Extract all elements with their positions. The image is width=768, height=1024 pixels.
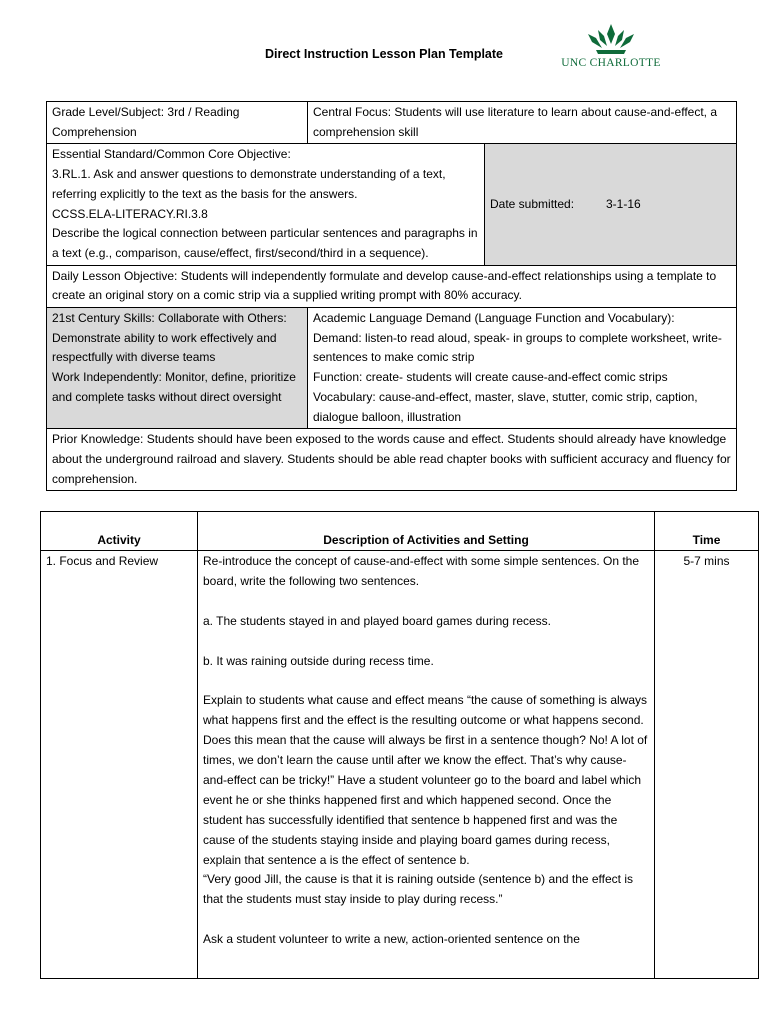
date-submitted-cell xyxy=(485,144,737,265)
date-label: Date submitted: xyxy=(490,196,575,211)
time-header: Time xyxy=(655,512,759,551)
page-title: Direct Instruction Lesson Plan Template xyxy=(264,47,503,61)
description-paragraph: b. It was raining outside during recess time. xyxy=(203,653,434,668)
date-value: 3-1-16 xyxy=(606,196,641,211)
objective-heading: Essential Standard/Common Core Objective: xyxy=(52,147,291,162)
table-row xyxy=(41,551,759,979)
language-function: Function: create- students will create cause-and-effect comic strips xyxy=(313,370,668,385)
logo-wordmark: UNC CHARLOTTE xyxy=(561,57,661,69)
crown-icon xyxy=(586,22,636,56)
unc-charlotte-logo xyxy=(556,22,666,78)
objective-cell xyxy=(47,144,485,265)
language-demand-cell xyxy=(308,308,737,429)
description-paragraph: a. The students stayed in and played board games during recess. xyxy=(203,613,551,628)
activity-table xyxy=(40,511,759,979)
description-paragraph: Re-introduce the concept of cause-and-effect with some simple sentences. On the board, write the following two sentences. xyxy=(203,554,640,588)
central-focus-cell: Central Focus: Students will use literature to learn about cause-and-effect, a comprehension skill xyxy=(308,102,737,144)
activity-time: 5-7 mins xyxy=(655,551,759,979)
description-header: Description of Activities and Setting xyxy=(198,512,655,551)
activity-header: Activity xyxy=(41,512,198,551)
activity-description xyxy=(198,551,655,979)
description-paragraph: “Very good Jill, the cause is that it is raining outside (sentence b) and the effect is that the students must stay inside to play during recess.” xyxy=(203,872,634,907)
daily-objective-cell: Daily Lesson Objective: Students will independently formulate and develop cause-and-effect relationships using a template to create an original story on a comic strip via a supplied writing prompt with 80% accuracy. xyxy=(47,265,737,307)
century-skills-cell xyxy=(47,308,308,429)
objective-code: CCSS.ELA-LITERACY.RI.3.8 xyxy=(52,206,208,221)
objective-description: Describe the logical connection between particular sentences and paragraphs in a text (e.g., comparison, cause/effect, first/second/third in a sequence). xyxy=(52,226,478,260)
grade-level-cell: Grade Level/Subject: 3rd / Reading Comprehension xyxy=(47,102,308,144)
language-vocabulary: Vocabulary: cause-and-effect, master, slave, stutter, comic strip, caption, dialogue balloon, illustration xyxy=(313,389,698,424)
description-paragraph: Ask a student volunteer to write a new, action-oriented sentence on the xyxy=(203,932,580,947)
language-demand: Demand: listen-to read aloud, speak- in groups to complete worksheet, write- sentences to make comic strip xyxy=(313,330,722,365)
objective-standard: 3.RL.1. Ask and answer questions to demonstrate understanding of a text, referring explicitly to the text as the basis for the answers. xyxy=(52,167,446,201)
activity-name: 1. Focus and Review xyxy=(41,551,198,979)
independent-skill: Work Independently: Monitor, define, prioritize and complete tasks without direct oversight xyxy=(52,370,296,404)
description-paragraph: Explain to students what cause and effect means “the cause of something is always what happens first and the effect is the resulting outcome or what happens second. Does this mean that the cause will always be first in a sentence though? No! A lot of times, we don’t learn the cause until after we know the effect. That’s why cause-and-effect can be tricky!” Have a student volunteer go to the board and label which event he or she thinks happened first and which happened second. Once the student has successfully identified that sentence b happened first and was the cause of the students staying inside and playing board games during recess, explain that sentence a is the effect of sentence b. xyxy=(203,693,648,867)
collaborate-skill: 21st Century Skills: Collaborate with Others: Demonstrate ability to work effectively and respectfully with diverse teams xyxy=(52,311,287,365)
language-heading: Academic Language Demand (Language Function and Vocabulary): xyxy=(313,311,675,326)
prior-knowledge-cell: Prior Knowledge: Students should have been exposed to the words cause and effect. Students should already have knowledge about the underground railroad and slavery. Students should be able read chapter books with sufficient accuracy and fluency for comprehension. xyxy=(47,429,737,491)
lesson-info-table xyxy=(46,101,737,491)
